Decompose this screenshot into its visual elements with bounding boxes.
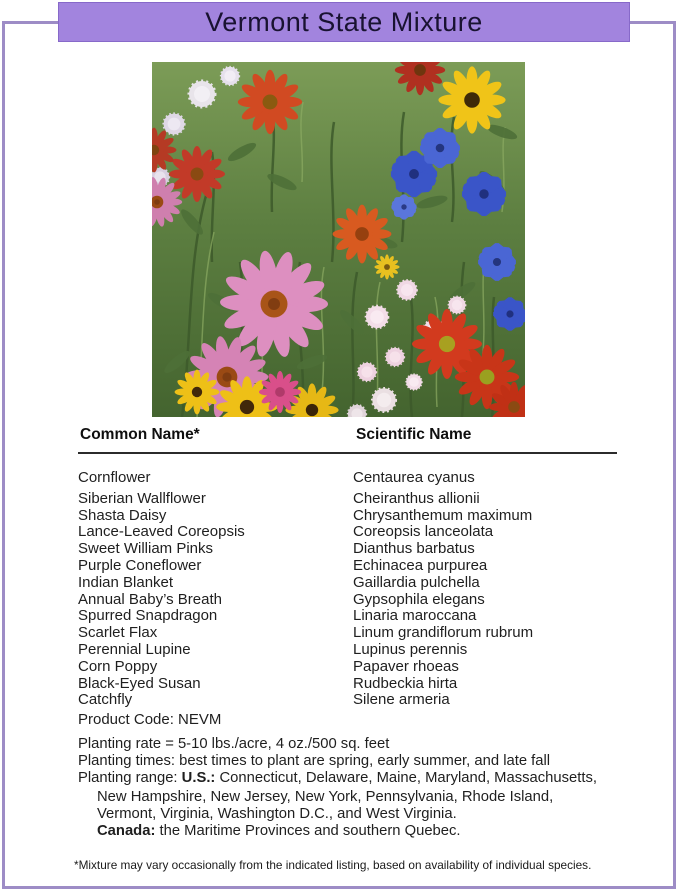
- common-name: Indian Blanket: [78, 573, 174, 591]
- us-states-line3: Vermont, Virginia, Washington D.C., and West Virginia.: [97, 806, 457, 823]
- table-row: [78, 541, 638, 558]
- product-code: Product Code: NEVM: [78, 711, 222, 728]
- scientific-name: Chrysanthemum maximum: [353, 506, 533, 524]
- wildflower-meadow-photo: [152, 62, 525, 417]
- scientific-name: Linaria maroccana: [353, 607, 477, 625]
- canada-range: Canada: the Maritime Provinces and southern Quebec.: [97, 823, 461, 840]
- table-row: [78, 524, 638, 541]
- column-header-scientific-name: Scientific Name: [356, 426, 472, 443]
- scientific-name: Dianthus barbatus: [353, 540, 475, 558]
- planting-range-continued: [97, 789, 637, 841]
- table-row: [78, 692, 638, 709]
- common-name: Perennial Lupine: [78, 640, 191, 658]
- table-row: [78, 575, 638, 592]
- header-bar: [58, 2, 630, 42]
- canada-label: Canada:: [97, 823, 156, 840]
- common-name: Scarlet Flax: [78, 624, 158, 642]
- scientific-name: Gypsophila elegans: [353, 590, 485, 608]
- species-table: [78, 470, 638, 709]
- mixture-footnote: *Mixture may vary occasionally from the indicated listing, based on availability of individual species.: [74, 858, 592, 872]
- column-header-common-name: Common Name*: [80, 426, 200, 443]
- common-name: Catchfly: [78, 691, 133, 709]
- table-row: [78, 508, 638, 525]
- scientific-name: Silene armeria: [353, 691, 450, 709]
- common-name: Cornflower: [78, 469, 151, 486]
- table-row: [78, 470, 638, 487]
- scientific-name: Centaurea cyanus: [353, 469, 475, 486]
- table-row: [78, 642, 638, 659]
- common-name: Siberian Wallflower: [78, 489, 206, 507]
- scientific-name: Coreopsis lanceolata: [353, 523, 494, 541]
- table-row: [78, 608, 638, 625]
- common-name: Annual Baby’s Breath: [78, 590, 222, 608]
- table-row: [78, 659, 638, 676]
- table-row: [78, 676, 638, 693]
- common-name: Sweet William Pinks: [78, 540, 214, 558]
- scientific-name: Linum grandiflorum rubrum: [353, 624, 534, 642]
- table-header-rule: [78, 452, 617, 454]
- planting-rate: Planting rate = 5-10 lbs./acre, 4 oz./500 sq. feet: [78, 736, 390, 752]
- page-title: Vermont State Mixture: [205, 6, 483, 37]
- scientific-name: Lupinus perennis: [353, 640, 468, 658]
- scientific-name: Rudbeckia hirta: [353, 674, 458, 692]
- table-row: [78, 625, 638, 642]
- common-name: Black-Eyed Susan: [78, 674, 201, 692]
- us-states-line2: New Hampshire, New Jersey, New York, Pennsylvania, Rhode Island,: [97, 789, 554, 805]
- scientific-name: Echinacea purpurea: [353, 556, 488, 574]
- common-name: Purple Coneflower: [78, 556, 202, 574]
- us-label: U.S.:: [181, 770, 216, 787]
- planting-range: Planting range: U.S.: Connecticut, Delaware, Maine, Maryland, Massachusetts,: [78, 770, 597, 787]
- common-name: Lance-Leaved Coreopsis: [78, 523, 245, 541]
- table-row: [78, 592, 638, 609]
- table-row: [78, 558, 638, 575]
- planting-times: Planting times: best times to plant are spring, early summer, and late fall: [78, 753, 551, 770]
- planting-info: [78, 736, 638, 788]
- common-name: Corn Poppy: [78, 657, 158, 675]
- scientific-name: Gaillardia pulchella: [353, 573, 480, 591]
- table-row: [78, 491, 638, 508]
- common-name: Shasta Daisy: [78, 506, 167, 524]
- scientific-name: Cheiranthus allionii: [353, 489, 480, 507]
- scientific-name: Papaver rhoeas: [353, 657, 459, 675]
- common-name: Spurred Snapdragon: [78, 607, 218, 625]
